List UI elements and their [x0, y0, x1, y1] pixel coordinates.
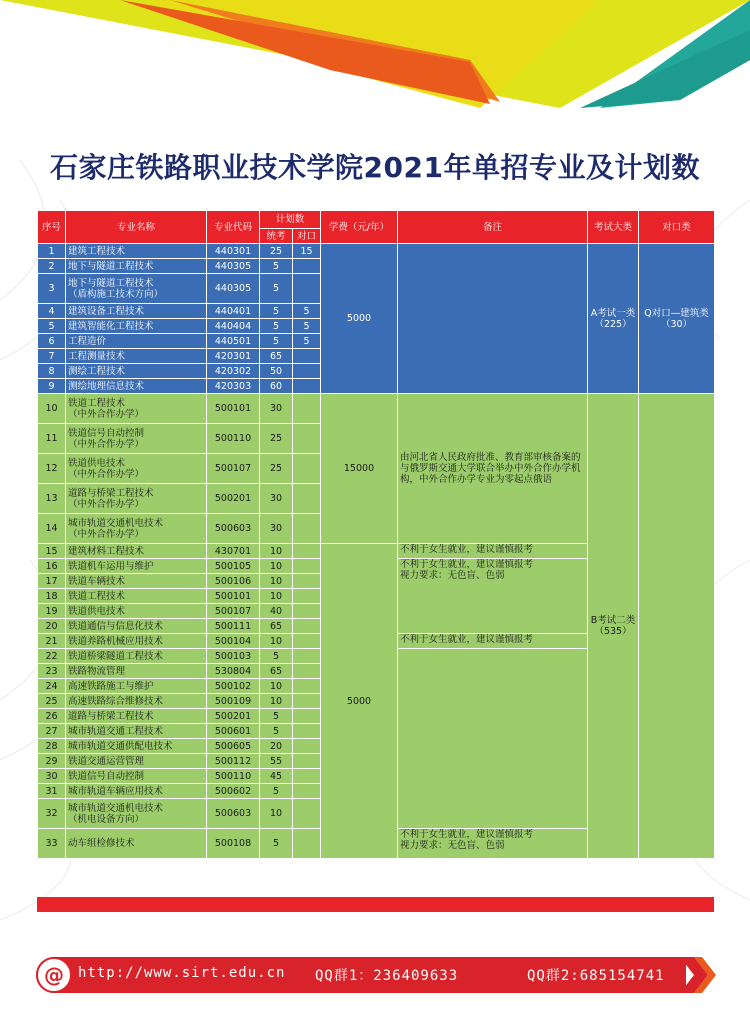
row-number: 32 — [38, 799, 66, 829]
row-number: 26 — [38, 709, 66, 724]
major-name — [66, 334, 207, 349]
major-code: 500601 — [207, 724, 260, 739]
duikou-class-count: （30） — [660, 318, 693, 330]
major-name-line: 铁路物流管理 — [68, 665, 126, 677]
plan-tongkao: 5 — [260, 709, 293, 724]
row-number: 9 — [38, 379, 66, 394]
plan-duikou — [293, 484, 321, 514]
major-code: 440404 — [207, 319, 260, 334]
major-name — [66, 259, 207, 274]
major-name-line: 地下与隧道工程技术 — [68, 277, 154, 289]
enrollment-plan-table — [37, 210, 715, 859]
row-number: 17 — [38, 574, 66, 589]
header-no: 序号 — [38, 211, 66, 244]
plan-tongkao: 10 — [260, 574, 293, 589]
major-name — [66, 739, 207, 754]
major-name-line: 城市轨道交通机电技术 — [68, 517, 164, 529]
major-name — [66, 829, 207, 859]
plan-tongkao: 5 — [260, 829, 293, 859]
note-line: 视力要求：无色盲、色弱 — [400, 840, 505, 851]
major-name-line: 铁道信号自动控制 — [68, 427, 145, 439]
plan-duikou — [293, 424, 321, 454]
major-code: 420303 — [207, 379, 260, 394]
row-number: 12 — [38, 454, 66, 484]
row-number: 28 — [38, 739, 66, 754]
row-number: 8 — [38, 364, 66, 379]
at-icon: @ — [36, 957, 72, 993]
row-number: 1 — [38, 244, 66, 259]
major-code: 500110 — [207, 424, 260, 454]
row-number: 4 — [38, 304, 66, 319]
plan-tongkao: 5 — [260, 724, 293, 739]
major-name-line: 铁道供电技术 — [68, 605, 126, 617]
major-name-line: 铁道交通运营管理 — [68, 755, 145, 767]
major-code: 500201 — [207, 484, 260, 514]
major-name — [66, 724, 207, 739]
row-number: 23 — [38, 664, 66, 679]
website-link[interactable]: http://www.sirt.edu.cn — [78, 965, 286, 981]
plan-duikou — [293, 724, 321, 739]
major-name-line: 铁道养路机械应用技术 — [68, 635, 164, 647]
major-name-subline: （盾构施工技术方向） — [68, 288, 164, 300]
major-name — [66, 619, 207, 634]
major-name — [66, 559, 207, 574]
plan-duikou — [293, 379, 321, 394]
major-name-subline: （中外合作办学） — [68, 528, 145, 540]
row-number: 21 — [38, 634, 66, 649]
major-name — [66, 574, 207, 589]
row-number: 19 — [38, 604, 66, 619]
row-number: 5 — [38, 319, 66, 334]
plan-tongkao: 55 — [260, 754, 293, 769]
major-name-subline: （中外合作办学） — [68, 468, 145, 480]
plan-tongkao: 45 — [260, 769, 293, 784]
fee-cell: 5000 — [321, 544, 398, 859]
row-number: 2 — [38, 259, 66, 274]
major-name-line: 铁道工程技术 — [68, 397, 126, 409]
category-a-count: （225） — [594, 318, 632, 330]
row-number: 20 — [38, 619, 66, 634]
major-code: 500105 — [207, 559, 260, 574]
major-code: 500201 — [207, 709, 260, 724]
plan-tongkao: 20 — [260, 739, 293, 754]
major-name — [66, 664, 207, 679]
major-name-line: 城市轨道交通供配电技术 — [68, 740, 173, 752]
plan-tongkao: 30 — [260, 394, 293, 424]
table-body — [38, 244, 715, 859]
note-sino-foreign: 由河北省人民政府批准、教育部审核备案的与俄罗斯交通大学联合举办中外合作办学机构，中外合作办学专业为零起点俄语 — [398, 394, 588, 544]
category-a — [588, 244, 639, 394]
major-code: 500107 — [207, 454, 260, 484]
row-number: 29 — [38, 754, 66, 769]
chevron-right-icon — [680, 957, 716, 993]
major-name-line: 铁道桥梁隧道工程技术 — [68, 650, 164, 662]
plan-duikou — [293, 664, 321, 679]
category-b-label: B考试二类 — [590, 615, 636, 626]
major-code: 440305 — [207, 274, 260, 304]
major-name-line: 测绘地理信息技术 — [68, 380, 145, 392]
major-code: 500108 — [207, 829, 260, 859]
plan-duikou — [293, 619, 321, 634]
major-code: 500112 — [207, 754, 260, 769]
major-code: 500107 — [207, 604, 260, 619]
major-name-line: 城市轨道交通机电技术 — [68, 802, 164, 814]
plan-tongkao: 30 — [260, 484, 293, 514]
plan-duikou — [293, 589, 321, 604]
major-code: 500110 — [207, 769, 260, 784]
plan-tongkao: 65 — [260, 619, 293, 634]
plan-tongkao: 25 — [260, 454, 293, 484]
major-code: 500104 — [207, 634, 260, 649]
major-code: 500603 — [207, 514, 260, 544]
major-code: 500602 — [207, 784, 260, 799]
major-name — [66, 694, 207, 709]
row-number: 25 — [38, 694, 66, 709]
major-name — [66, 319, 207, 334]
plan-duikou — [293, 709, 321, 724]
note-line: 不利于女生就业，建议谨慎报考 — [400, 829, 534, 840]
major-name-line: 建筑设备工程技术 — [68, 305, 145, 317]
major-name — [66, 544, 207, 559]
note-cell: 不利于女生就业，建议谨慎报考 — [398, 544, 588, 559]
header-fee: 学费（元/年） — [321, 211, 398, 244]
major-name-subline: （中外合作办学） — [68, 498, 145, 510]
row-number: 7 — [38, 349, 66, 364]
plan-tongkao: 65 — [260, 349, 293, 364]
plan-duikou — [293, 514, 321, 544]
header-code: 专业代码 — [207, 211, 260, 244]
major-code: 500605 — [207, 739, 260, 754]
category-b — [588, 394, 639, 859]
major-name-subline: （中外合作办学） — [68, 438, 145, 450]
major-name-line: 工程造价 — [68, 335, 107, 347]
note-line: 不利于女生就业，建议谨慎报考 — [400, 559, 534, 570]
qq-group-2: QQ群2:685154741 — [527, 968, 665, 984]
major-name-line: 城市轨道交通工程技术 — [68, 725, 164, 737]
page-title: 石家庄铁路职业技术学院2021年单招专业及计划数 — [50, 151, 700, 184]
major-name — [66, 754, 207, 769]
plan-duikou — [293, 679, 321, 694]
plan-tongkao: 10 — [260, 544, 293, 559]
row-number: 15 — [38, 544, 66, 559]
plan-tongkao: 10 — [260, 589, 293, 604]
major-name — [66, 394, 207, 424]
plan-duikou: 15 — [293, 244, 321, 259]
plan-duikou — [293, 694, 321, 709]
major-code: 440501 — [207, 334, 260, 349]
duikou-class-b — [639, 394, 715, 859]
major-name-line: 道路与桥梁工程技术 — [68, 710, 154, 722]
major-name — [66, 634, 207, 649]
major-name — [66, 769, 207, 784]
major-name-line: 测绘工程技术 — [68, 365, 126, 377]
plan-tongkao: 5 — [260, 784, 293, 799]
major-name — [66, 604, 207, 619]
major-name — [66, 364, 207, 379]
major-name-line: 铁道供电技术 — [68, 457, 126, 469]
major-name-line: 建筑材料工程技术 — [68, 545, 145, 557]
fee-cell: 5000 — [321, 244, 398, 394]
row-number: 10 — [38, 394, 66, 424]
major-name-line: 铁道信号自动控制 — [68, 770, 145, 782]
category-b-count: （535） — [594, 626, 632, 637]
major-code: 500101 — [207, 589, 260, 604]
plan-duikou — [293, 829, 321, 859]
major-name — [66, 274, 207, 304]
major-code: 500101 — [207, 394, 260, 424]
plan-duikou — [293, 784, 321, 799]
major-name-line: 铁道车辆技术 — [68, 575, 126, 587]
major-name-subline: （机电设备方向） — [68, 813, 145, 825]
plan-duikou — [293, 349, 321, 364]
major-code: 500102 — [207, 679, 260, 694]
row-number: 3 — [38, 274, 66, 304]
plan-tongkao: 5 — [260, 274, 293, 304]
major-name-line: 铁道工程技术 — [68, 590, 126, 602]
row-number: 14 — [38, 514, 66, 544]
plan-tongkao: 10 — [260, 634, 293, 649]
major-name — [66, 349, 207, 364]
major-name-line: 建筑工程技术 — [68, 245, 126, 257]
header-note: 备注 — [398, 211, 588, 244]
note-cell — [398, 829, 588, 859]
major-code: 500106 — [207, 574, 260, 589]
plan-duikou — [293, 574, 321, 589]
major-name-line: 工程测量技术 — [68, 350, 126, 362]
plan-duikou — [293, 394, 321, 424]
qq-group-1: QQ群1：236409633 — [315, 968, 459, 984]
plan-duikou: 5 — [293, 334, 321, 349]
plan-tongkao: 5 — [260, 649, 293, 664]
major-name — [66, 454, 207, 484]
major-name — [66, 514, 207, 544]
row-number: 18 — [38, 589, 66, 604]
major-code: 430701 — [207, 544, 260, 559]
plan-tongkao: 10 — [260, 559, 293, 574]
plan-tongkao: 5 — [260, 259, 293, 274]
plan-tongkao: 10 — [260, 799, 293, 829]
plan-tongkao: 10 — [260, 694, 293, 709]
table-bottom-bar — [37, 897, 714, 912]
major-code: 440301 — [207, 244, 260, 259]
major-name-line: 动车组检修技术 — [68, 838, 135, 849]
note-cell — [398, 559, 588, 634]
duikou-class-label: Q对口—建筑类 — [644, 307, 709, 319]
header-name: 专业名称 — [66, 211, 207, 244]
plan-duikou — [293, 739, 321, 754]
plan-tongkao: 40 — [260, 604, 293, 619]
major-name — [66, 304, 207, 319]
fee-cell: 15000 — [321, 394, 398, 544]
plan-duikou — [293, 799, 321, 829]
major-name-line: 高速铁路施工与维护 — [68, 680, 154, 692]
plan-duikou: 5 — [293, 304, 321, 319]
major-code: 420302 — [207, 364, 260, 379]
plan-tongkao: 5 — [260, 334, 293, 349]
major-code: 500103 — [207, 649, 260, 664]
row-number: 11 — [38, 424, 66, 454]
header-category: 考试大类 — [588, 211, 639, 244]
major-code: 500111 — [207, 619, 260, 634]
row-number: 30 — [38, 769, 66, 784]
major-name — [66, 589, 207, 604]
plan-tongkao: 25 — [260, 244, 293, 259]
major-name — [66, 799, 207, 829]
major-name — [66, 484, 207, 514]
category-a-label: A考试一类 — [590, 307, 636, 319]
plan-duikou — [293, 754, 321, 769]
row-number: 22 — [38, 649, 66, 664]
major-name-line: 建筑智能化工程技术 — [68, 320, 154, 332]
row-number: 33 — [38, 829, 66, 859]
major-name — [66, 679, 207, 694]
note-cell: 不利于女生就业，建议谨慎报考 — [398, 634, 588, 649]
plan-duikou — [293, 259, 321, 274]
major-name-line: 道路与桥梁工程技术 — [68, 487, 154, 499]
major-code: 440305 — [207, 259, 260, 274]
header-plan: 计划数 — [260, 211, 321, 229]
plan-tongkao: 30 — [260, 514, 293, 544]
major-code: 500109 — [207, 694, 260, 709]
header-decoration — [0, 0, 750, 130]
header-duikou: 对口 — [293, 229, 321, 244]
row-number: 13 — [38, 484, 66, 514]
plan-tongkao: 65 — [260, 664, 293, 679]
plan-tongkao: 25 — [260, 424, 293, 454]
plan-duikou — [293, 454, 321, 484]
note-cell — [398, 244, 588, 394]
table-row — [38, 394, 715, 424]
plan-duikou — [293, 544, 321, 559]
header-duikou-class: 对口类 — [639, 211, 715, 244]
major-code: 420301 — [207, 349, 260, 364]
header-tongkao: 统考 — [260, 229, 293, 244]
row-number: 31 — [38, 784, 66, 799]
major-name — [66, 649, 207, 664]
major-code: 530804 — [207, 664, 260, 679]
major-name-subline: （中外合作办学） — [68, 408, 145, 420]
plan-duikou — [293, 274, 321, 304]
major-name — [66, 424, 207, 454]
major-name-line: 城市轨道车辆应用技术 — [68, 785, 164, 797]
row-number: 24 — [38, 679, 66, 694]
plan-duikou — [293, 604, 321, 619]
plan-duikou — [293, 649, 321, 664]
row-number: 16 — [38, 559, 66, 574]
major-name — [66, 709, 207, 724]
row-number: 27 — [38, 724, 66, 739]
major-name-line: 铁道机车运用与维护 — [68, 560, 154, 572]
plan-tongkao: 5 — [260, 304, 293, 319]
plan-duikou — [293, 769, 321, 784]
plan-tongkao: 5 — [260, 319, 293, 334]
major-name-line: 地下与隧道工程技术 — [68, 260, 154, 272]
duikou-class-a — [639, 244, 715, 394]
plan-duikou — [293, 559, 321, 574]
plan-duikou — [293, 364, 321, 379]
major-name — [66, 244, 207, 259]
plan-tongkao: 60 — [260, 379, 293, 394]
major-name-line: 高速铁路综合维修技术 — [68, 695, 164, 707]
plan-duikou — [293, 634, 321, 649]
major-name — [66, 784, 207, 799]
note-cell — [398, 649, 588, 829]
major-name — [66, 379, 207, 394]
note-line: 视力要求：无色盲、色弱 — [400, 570, 505, 581]
major-name-line: 铁道通信与信息化技术 — [68, 620, 164, 632]
plan-tongkao: 10 — [260, 679, 293, 694]
row-number: 6 — [38, 334, 66, 349]
table-row — [38, 244, 715, 259]
major-code: 440401 — [207, 304, 260, 319]
plan-tongkao: 50 — [260, 364, 293, 379]
plan-duikou: 5 — [293, 319, 321, 334]
major-code: 500603 — [207, 799, 260, 829]
